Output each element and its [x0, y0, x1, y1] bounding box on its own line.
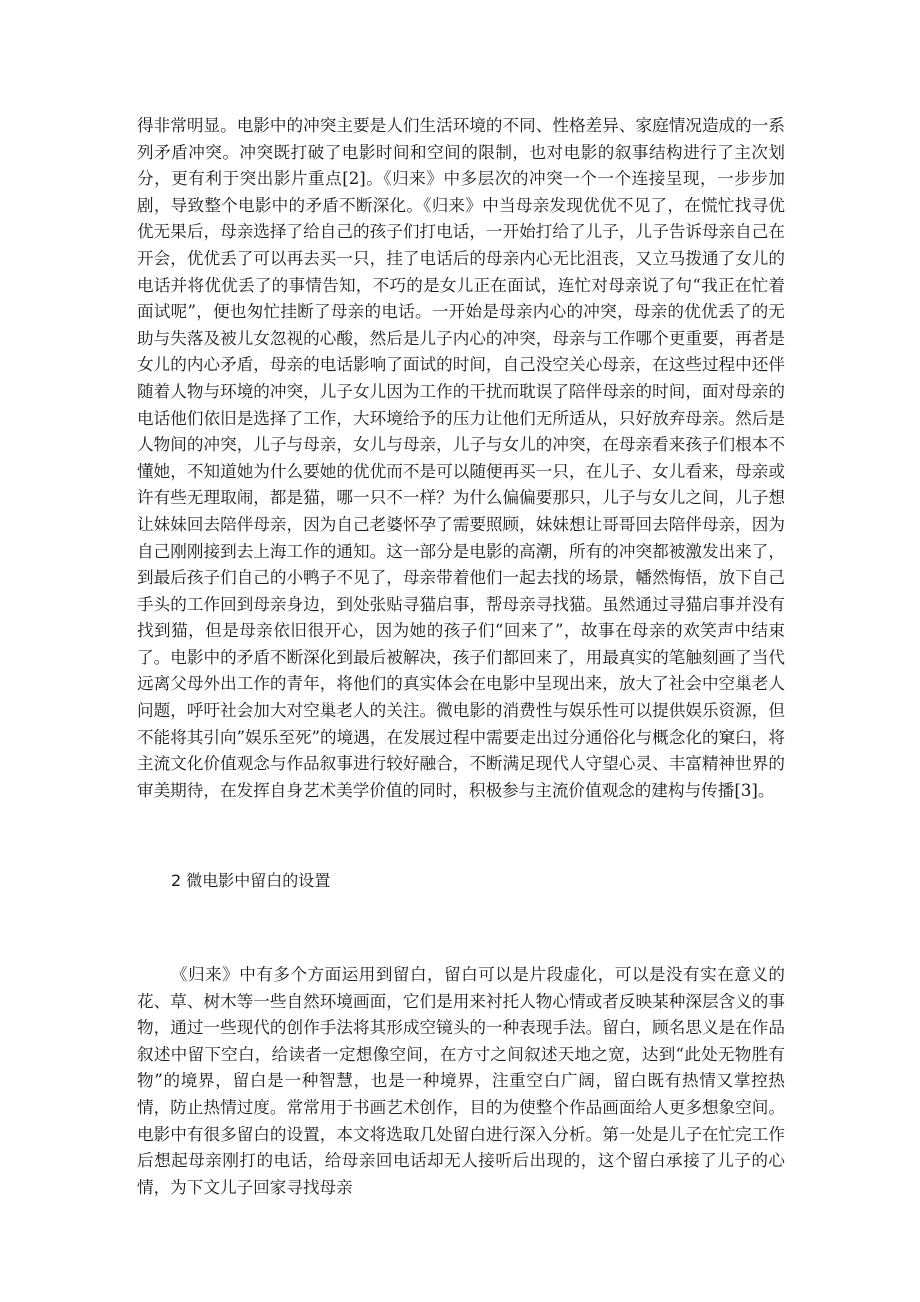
body-paragraph-blank-space: 《归来》中有多个方面运用到留白，留白可以是片段虚化，可以是没有实在意义的花、草、树木等一些自然环境画面，它们是用来衬托人物心情或者反映某种深层含义的事物，通过一些现代的创作手法将其形成空镜头的一种表现手法。留白，顾名思义是在作品叙述中留下空白，给读者一定想像空间，在方寸之间叙述天地之宽，达到“此处无物胜有物”的境界，留白是一种智慧，也是一种境界，注重空白广阔，留白既有热情又掌控热情，防止热情过度。常常用于书画艺术创作，目的为使整个作品画面给人更多想象空间。电影中有很多留白的设置，本文将选取几处留白进行深入分析。第一处是儿子在忙完工作后想起母亲刚打的电话，给母亲回电话却无人接听后出现的，这个留白承接了儿子的心情，为下文儿子回家寻找母亲	[137, 965, 785, 1197]
section-heading: 2 微电影中留白的设置	[171, 871, 331, 890]
body-paragraph-conflict: 得非常明显。电影中的冲突主要是人们生活环境的不同、性格差异、家庭情况造成的一系列矛盾冲突。冲突既打破了电影时间和空间的限制，也对电影的叙事结构进行了主次划分，更有利于突出影片重点[2]。《归来》中多层次的冲突一个一个连接呈现，一步步加剧，导致整个电影中的矛盾不断深化。《归来》中当母亲发现优优不见了，在慌忙找寻优优无果后，母亲选择了给自己的孩子们打电话，一开始打给了儿子，儿子告诉母亲自己在开会，优优丢了可以再去买一只，挂了电话后的母亲内心无比沮丧，又立马拨通了女儿的电话并将优优丢了的事情告知，不巧的是女儿正在面试，连忙对母亲说了句“我正在忙着面试呢”，便也匆忙挂断了母亲的电话。一开始是母亲内心的冲突，母亲的优优丢了的无助与失落及被儿女忽视的心酸，然后是儿子内心的冲突，母亲与工作哪个更重要，再者是女儿的内心矛盾，母亲的电话影响了面试的时间，自己没空关心母亲，在这些过程中还伴随着人物与环境的冲突，儿子女儿因为工作的干扰而耽误了陪伴母亲的时间，面对母亲的电话他们依旧是选择了工作，大环境给予的压力让他们无所适从，只好放弃母亲。然后是人物间的冲突，儿子与母亲，女儿与母亲，儿子与女儿的冲突，在母亲看来孩子们根本不懂她，不知道她为什么要她的优优而不是可以随便再买一只，在儿子、女儿看来，母亲或许有些无理取闹，都是猫，哪一只不一样？为什么偏偏要那只，儿子与女儿之间，儿子想让妹妹回去陪伴母亲，因为自己老婆怀孕了需要照顾，妹妹想让哥哥回去陪伴母亲，因为自己刚刚接到去上海工作的通知。这一部分是电影的高潮，所有的冲突都被激发出来了，到最后孩子们自己的小鸭子不见了，母亲带着他们一起去找的场景，幡然悔悟，放下自己手头的工作回到母亲身边，到处张贴寻猫启事，帮母亲寻找猫。虽然通过寻猫启事并没有找到猫，但是母亲依旧很开心，因为她的孩子们“回来了”，故事在母亲的欢笑声中结束了。电影中的矛盾不断深化到最后被解决，孩子们都回来了，用最真实的笔触刻画了当代远离父母外出工作的青年，将他们的真实体会在电影中呈现出来，放大了社会中空巢老人问题，呼吁社会加大对空巢老人的关注。微电影的消费性与娱乐性可以提供娱乐资源，但不能将其引向”娱乐至死”的境遇，在发展过程中需要走出过分通俗化与概念化的窠臼，将主流文化价值观念与作品叙事进行较好融合，不断满足现代人守望心灵、丰富精神世界的审美期待，在发挥自身艺术美学价值的同时，积极参与主流价值观念的建构与传播[3]。	[137, 116, 785, 800]
